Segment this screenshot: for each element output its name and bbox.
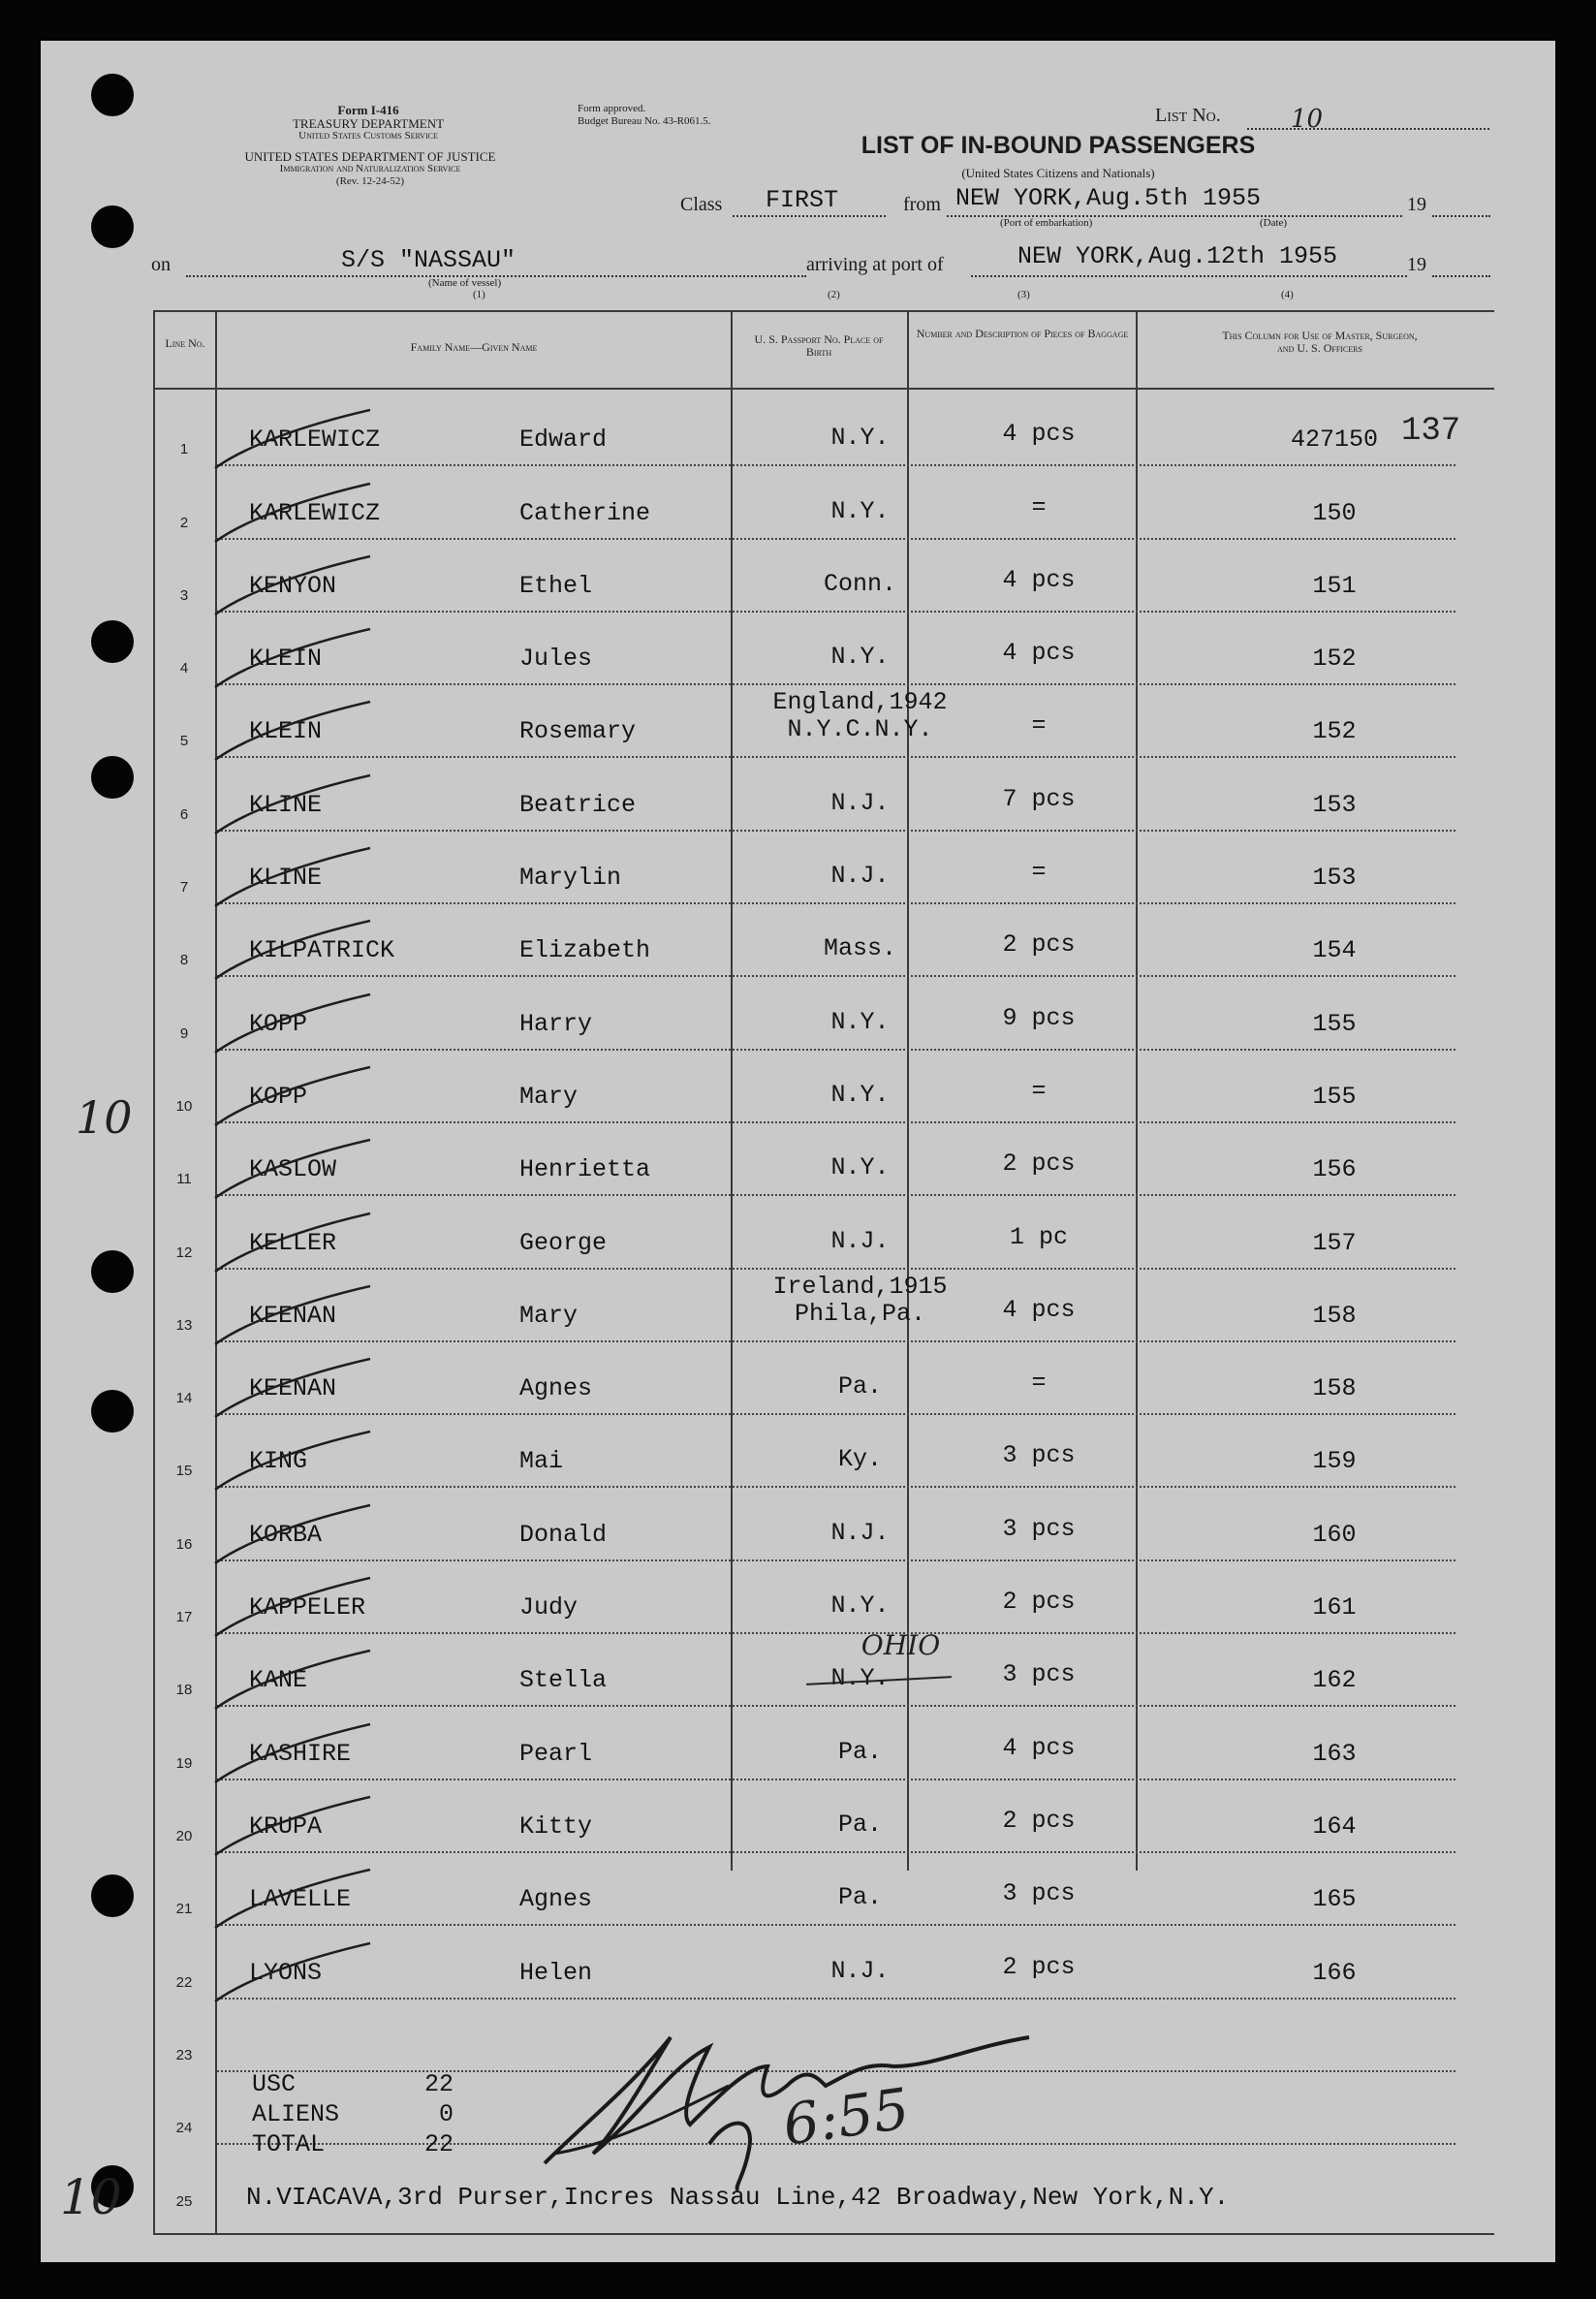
family-name: KASHIRE: [249, 1739, 352, 1768]
line-number: 9: [179, 1024, 189, 1042]
officer-number: 158: [1312, 1301, 1357, 1330]
header-name: Family Name—Given Name: [410, 340, 538, 354]
place-of-birth: Pa.: [837, 1737, 882, 1766]
table-row: [41, 1629, 1555, 1707]
year-prefix-2: 19: [1407, 254, 1426, 275]
line-number: 12: [175, 1244, 193, 1261]
given-name: Edward: [519, 425, 608, 455]
baggage-count: =: [1031, 858, 1047, 887]
family-name: LAVELLE: [249, 1885, 352, 1914]
given-name: Stella: [519, 1666, 608, 1695]
given-name: George: [519, 1228, 608, 1257]
manifest-page: [41, 41, 1555, 2262]
table-row: [41, 977, 1555, 1050]
place-of-birth: N.Y.: [830, 1080, 890, 1109]
baggage-count: 3 pcs: [1002, 1879, 1076, 1908]
family-name: KENYON: [249, 571, 337, 600]
baggage-count: 2 pcs: [1002, 1588, 1076, 1617]
form-revision: (Rev. 12-24-52): [335, 175, 405, 187]
header-passport: U. S. Passport No. Place of Birth: [754, 332, 884, 359]
table-row: [41, 613, 1555, 685]
officer-number: 153: [1312, 790, 1357, 819]
purser-line: N.VIACAVA,3rd Purser,Incres Nassau Line,42 Broadway,New York,N.Y.: [246, 2183, 1230, 2212]
punch-hole: [91, 74, 134, 116]
officer-number: 152: [1312, 645, 1357, 674]
given-name: Harry: [519, 1009, 593, 1038]
place-of-birth: N.Y.: [830, 1007, 890, 1036]
place-of-birth: N.J.: [830, 1226, 890, 1255]
given-name: Marylin: [519, 864, 622, 893]
given-name: Donald: [519, 1520, 608, 1549]
total-label: ALIENS: [252, 2100, 340, 2128]
place-of-birth: N.Y.: [830, 496, 890, 525]
vessel-column-number: (1): [473, 289, 485, 300]
margin-number-top-right: 137: [1401, 413, 1461, 450]
table-row: [41, 1780, 1555, 1853]
table-row: [41, 540, 1555, 613]
officer-number: 158: [1312, 1374, 1357, 1403]
header-officers: This Column for Use of Master, Surgeon, and U. S. Officers: [1222, 329, 1418, 355]
baggage-count: 3 pcs: [1002, 1514, 1076, 1543]
officer-number: 165: [1312, 1885, 1357, 1914]
table-row: [41, 394, 1555, 466]
officer-number: 162: [1312, 1666, 1357, 1695]
officer-number: 152: [1312, 717, 1357, 746]
line-number: 22: [175, 1973, 193, 1991]
class-value: FIRST: [766, 186, 839, 214]
place-of-birth: Ireland,1915: [772, 1272, 948, 1301]
line-number: 23: [175, 2046, 193, 2063]
embark-caption: (Port of embarkation): [1000, 217, 1093, 229]
officer-number: 155: [1312, 1009, 1357, 1038]
line-number: 24: [175, 2120, 193, 2137]
place-of-birth: N.Y.: [830, 424, 890, 453]
line-number: 10: [175, 1097, 193, 1115]
given-name: Henrietta: [519, 1155, 651, 1184]
immigration-service: Immigration and Naturalization Service: [279, 163, 461, 174]
line-number: 13: [175, 1316, 193, 1334]
baggage-count: 4 pcs: [1002, 1295, 1076, 1324]
place-of-birth-line2: N.Y.C.N.Y.: [787, 715, 933, 744]
family-name: KOPP: [249, 1082, 308, 1111]
table-row: [41, 1926, 1555, 1999]
baggage-count: 2 pcs: [1002, 1806, 1076, 1835]
total-label: TOTAL: [252, 2130, 326, 2158]
family-name: KELLER: [249, 1228, 337, 1257]
place-of-birth: N.Y.: [830, 1664, 890, 1693]
baggage-count: =: [1031, 492, 1047, 521]
from-label: from: [903, 194, 941, 215]
baggage-count: 3 pcs: [1002, 1660, 1076, 1689]
line-number: 18: [175, 1682, 193, 1699]
total-value: 22: [423, 2130, 454, 2158]
place-of-birth: England,1942: [772, 688, 948, 717]
line-number: 15: [175, 1463, 193, 1480]
officer-number: 427150: [1290, 425, 1378, 455]
line-number: 17: [175, 1609, 193, 1626]
table-row: [41, 1123, 1555, 1196]
family-name: KEENAN: [249, 1301, 337, 1330]
officer-number: 161: [1312, 1593, 1357, 1622]
column-number-2: (2): [828, 289, 840, 300]
justice-dept: UNITED STATES DEPARTMENT OF JUSTICE: [244, 149, 496, 164]
form-approved: Form approved.: [578, 103, 646, 114]
baggage-count: =: [1031, 1076, 1047, 1105]
given-name: Jules: [519, 645, 593, 674]
table-row: [41, 759, 1555, 832]
vessel-name: S/S "NASSAU": [341, 246, 516, 274]
family-name: KASLOW: [249, 1155, 337, 1184]
line-number: 25: [175, 2192, 193, 2210]
column-number-4: (4): [1281, 289, 1294, 300]
table-row: [41, 1707, 1555, 1779]
baggage-count: =: [1031, 711, 1047, 740]
family-name: KORBA: [249, 1520, 323, 1549]
officer-number: 154: [1312, 936, 1357, 965]
given-name: Judy: [519, 1593, 579, 1622]
place-of-birth: N.Y.: [830, 643, 890, 672]
place-of-birth: Pa.: [837, 1810, 882, 1839]
line-number: 3: [179, 586, 189, 604]
given-name: Elizabeth: [519, 936, 651, 965]
year-prefix: 19: [1407, 194, 1426, 215]
baggage-count: 4 pcs: [1002, 565, 1076, 594]
place-of-birth: Pa.: [837, 1883, 882, 1912]
column-number-3: (3): [1017, 289, 1030, 300]
given-name: Rosemary: [519, 717, 637, 746]
officer-number: 156: [1312, 1155, 1357, 1184]
from-value: NEW YORK,Aug.5th 1955: [955, 184, 1262, 212]
table-row: [41, 466, 1555, 539]
table-row: [41, 1196, 1555, 1269]
line-number: 11: [176, 1171, 192, 1188]
table-row: [41, 1270, 1555, 1342]
given-name: Mai: [519, 1447, 564, 1476]
family-name: KOPP: [249, 1009, 308, 1038]
baggage-count: 7 pcs: [1002, 784, 1076, 813]
officer-number: 155: [1312, 1082, 1357, 1111]
baggage-count: 3 pcs: [1002, 1441, 1076, 1470]
line-number: 2: [179, 514, 189, 531]
table-row: [41, 1415, 1555, 1488]
customs-service: United States Customs Service: [298, 130, 438, 142]
given-name: Beatrice: [519, 790, 637, 819]
baggage-count: 4 pcs: [1002, 420, 1076, 449]
line-number: 7: [179, 879, 189, 897]
annotation-time: 6:55: [778, 2075, 914, 2158]
given-name: Mary: [519, 1082, 579, 1111]
given-name: Ethel: [519, 571, 593, 600]
punch-hole: [91, 205, 134, 248]
row-divider: [217, 1998, 1455, 2000]
table-row: [41, 904, 1555, 977]
family-name: KING: [249, 1447, 308, 1476]
given-name: Agnes: [519, 1374, 593, 1403]
budget-bureau: Budget Bureau No. 43-R061.5.: [578, 115, 711, 127]
place-of-birth: N.J.: [830, 1956, 890, 1985]
margin-number-left: 10: [76, 1091, 133, 1144]
page-title: LIST OF IN-BOUND PASSENGERS: [861, 132, 1256, 159]
given-name: Kitty: [519, 1811, 593, 1841]
baggage-count: 1 pc: [1009, 1222, 1068, 1251]
place-of-birth: Conn.: [823, 569, 896, 598]
table-row: [41, 1561, 1555, 1634]
place-of-birth: N.J.: [830, 862, 890, 891]
family-name: KLINE: [249, 864, 323, 893]
line-number: 1: [179, 441, 189, 458]
place-of-birth-correction: OHIO: [861, 1629, 941, 1662]
date-caption: (Date): [1260, 217, 1288, 229]
check-mark-icon: [186, 1941, 380, 2009]
family-name: KRUPA: [249, 1811, 323, 1841]
given-name: Mary: [519, 1301, 579, 1330]
place-of-birth: N.Y.: [830, 1153, 890, 1182]
line-number: 21: [175, 1901, 193, 1918]
total-label: USC: [252, 2070, 297, 2098]
total-value: 22: [423, 2070, 454, 2098]
baggage-count: 9 pcs: [1002, 1003, 1076, 1032]
baggage-count: 2 pcs: [1002, 1952, 1076, 1981]
officer-number: 159: [1312, 1447, 1357, 1476]
family-name: KLEIN: [249, 645, 323, 674]
family-name: KLEIN: [249, 717, 323, 746]
table-row: [41, 685, 1555, 758]
family-name: KLINE: [249, 790, 323, 819]
line-number: 6: [179, 805, 189, 823]
officer-number: 160: [1312, 1520, 1357, 1549]
family-name: KILPATRICK: [249, 936, 395, 965]
line-number: 4: [179, 660, 189, 677]
officer-number: 163: [1312, 1739, 1357, 1768]
officer-number: 157: [1312, 1228, 1357, 1257]
table-row: [41, 1489, 1555, 1561]
list-no-value: 10: [1291, 105, 1324, 134]
family-name: KARLEWICZ: [249, 498, 381, 527]
class-label: Class: [680, 194, 723, 215]
given-name: Agnes: [519, 1885, 593, 1914]
form-number: Form I-416: [337, 103, 399, 117]
page-subtitle: (United States Citizens and Nationals): [961, 166, 1155, 180]
header-baggage: Number and Description of Pieces of Baggage: [916, 327, 1129, 340]
arriving-label: arriving at port of: [806, 254, 944, 275]
line-number: 14: [175, 1390, 193, 1407]
place-of-birth: Ky.: [837, 1445, 882, 1474]
place-of-birth: Pa.: [837, 1372, 882, 1401]
officer-number: 164: [1312, 1811, 1357, 1841]
place-of-birth-line2: Phila,Pa.: [794, 1299, 926, 1328]
line-number: 8: [179, 952, 189, 969]
table-row: [41, 1853, 1555, 1926]
baggage-count: 4 pcs: [1002, 639, 1076, 668]
place-of-birth: N.J.: [830, 1518, 890, 1547]
given-name: Helen: [519, 1958, 593, 1987]
table-row: [41, 832, 1555, 904]
total-value: 0: [438, 2100, 454, 2128]
baggage-count: 2 pcs: [1002, 930, 1076, 960]
given-name: Catherine: [519, 498, 651, 527]
given-name: Pearl: [519, 1739, 593, 1768]
table-row: [41, 1342, 1555, 1415]
officer-number: 150: [1312, 498, 1357, 527]
line-number: 19: [175, 1754, 193, 1772]
treasury-dept: TREASURY DEPARTMENT: [292, 116, 445, 131]
line-number: 16: [175, 1535, 193, 1553]
family-name: LYONS: [249, 1958, 323, 1987]
margin-number-bottom-left: 10: [60, 2169, 122, 2225]
table-row: [41, 1051, 1555, 1123]
officer-number: 166: [1312, 1958, 1357, 1987]
on-label: on: [151, 254, 171, 275]
vessel-caption: (Name of vessel): [428, 277, 502, 289]
header-line-no: Line No.: [165, 336, 205, 350]
place-of-birth: N.Y.: [830, 1591, 890, 1621]
list-no-label: List No.: [1155, 105, 1221, 126]
line-number: 20: [175, 1827, 193, 1844]
family-name: KAPPELER: [249, 1593, 366, 1622]
baggage-count: 2 pcs: [1002, 1150, 1076, 1179]
officer-number: 153: [1312, 864, 1357, 893]
place-of-birth: Mass.: [823, 934, 896, 963]
family-name: KARLEWICZ: [249, 425, 381, 455]
line-number: 5: [179, 733, 189, 750]
arriving-value: NEW YORK,Aug.12th 1955: [1017, 242, 1338, 270]
family-name: KEENAN: [249, 1374, 337, 1403]
place-of-birth: N.J.: [830, 788, 890, 817]
baggage-count: 4 pcs: [1002, 1733, 1076, 1762]
baggage-count: =: [1031, 1369, 1047, 1398]
officer-number: 151: [1312, 571, 1357, 600]
family-name: KANE: [249, 1666, 308, 1695]
